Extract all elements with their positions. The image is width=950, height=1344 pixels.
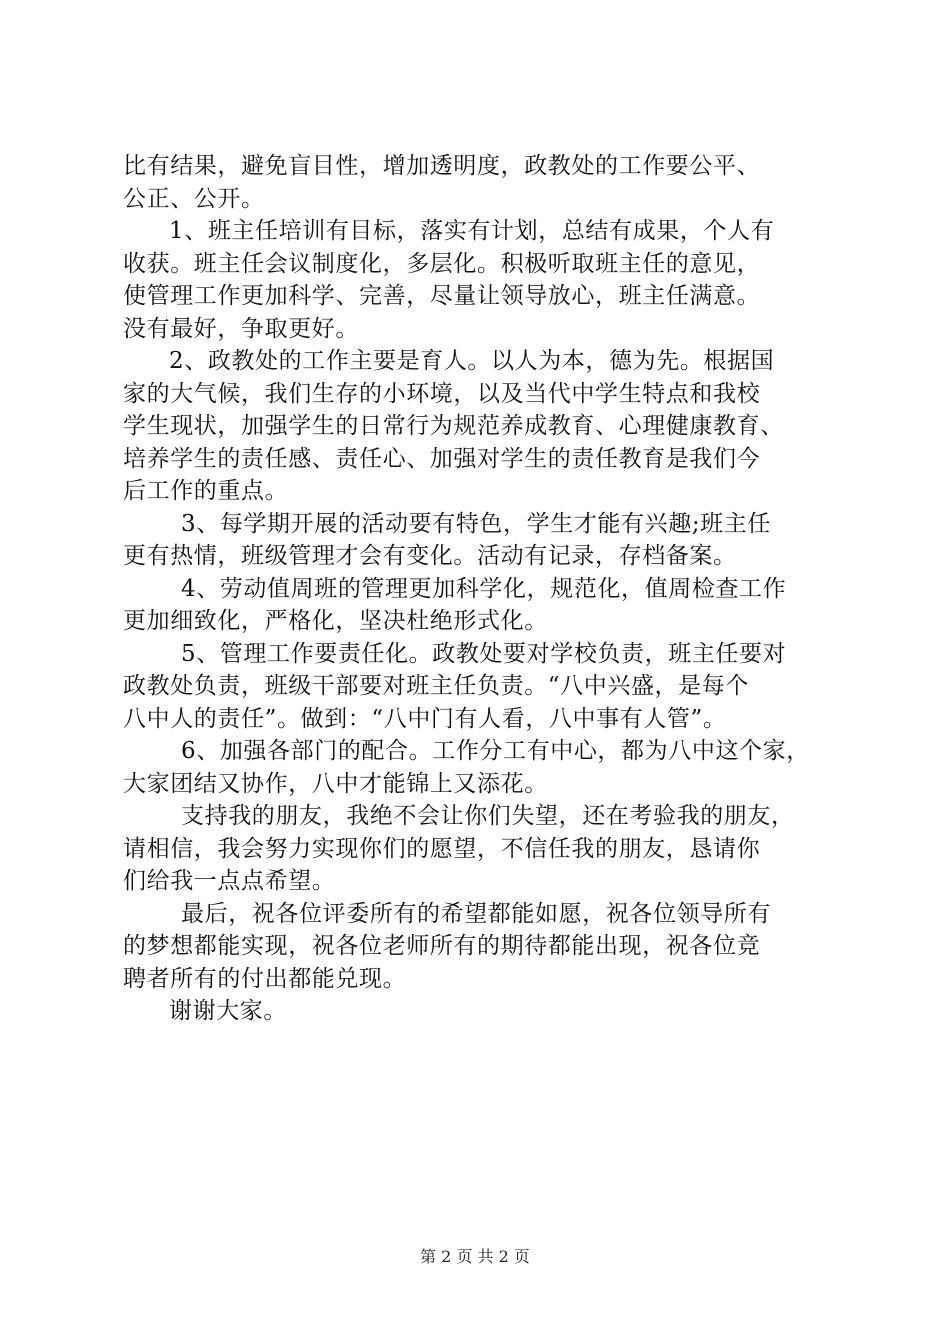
text-line: 的梦想都能实现，祝各位老师所有的期待都能出现，祝各位竞 bbox=[123, 933, 761, 959]
page-number-footer: 第 2 页 共 2 页 bbox=[420, 1247, 530, 1266]
text-line: 4、劳动值周班的管理更加科学化，规范化，值周检查工作 bbox=[181, 575, 787, 602]
text-line: 支持我的朋友，我绝不会让你们失望，还在考验我的朋友， bbox=[181, 803, 795, 829]
text-line: 聘者所有的付出都能兑现。 bbox=[123, 965, 407, 992]
text-line: 八中人的责任”。做到：“八中门有人看，八中事有人管”。 bbox=[123, 705, 727, 732]
text-line: 2、政教处的工作主要是育人。以人为本，德为先。根据国 bbox=[169, 348, 775, 374]
text-line: 更加细致化，严格化，坚决杜绝形式化。 bbox=[123, 608, 548, 634]
text-line: 政教处负责，班级干部要对班主任负责。“八中兴盛，是每个 bbox=[123, 673, 749, 699]
text-line: 学生现状，加强学生的日常行为规范养成教育、心理健康教育、 bbox=[123, 413, 784, 439]
text-line: 公正、公开。 bbox=[123, 185, 265, 212]
text-line: 5、管理工作要责任化。政教处要对学校负责，班主任要对 bbox=[181, 640, 787, 667]
text-line: 们给我一点点希望。 bbox=[123, 868, 336, 894]
text-line: 收获。班主任会议制度化，多层化。积极听取班主任的意见， bbox=[123, 250, 761, 277]
text-line: 使管理工作更加科学、完善，尽量让领导放心，班主任满意。 bbox=[123, 283, 761, 309]
text-line: 1、班主任培训有目标，落实有计划，总结有成果，个人有 bbox=[169, 218, 775, 244]
text-line: 后工作的重点。 bbox=[123, 478, 289, 504]
document-body bbox=[123, 150, 833, 1028]
text-line: 请相信，我会努力实现你们的愿望，不信任我的朋友，恳请你 bbox=[123, 835, 761, 862]
text-line: 谢谢大家。 bbox=[169, 998, 287, 1024]
text-line: 最后，祝各位评委所有的希望都能如愿，祝各位领导所有 bbox=[181, 900, 771, 927]
text-line: 比有结果，避免盲目性，增加透明度，政教处的工作要公平、 bbox=[123, 153, 761, 179]
text-line: 6、加强各部门的配合。工作分工有中心，都为八中这个家， bbox=[181, 738, 810, 764]
text-line: 更有热情，班级管理才会有变化。活动有记录，存档备案。 bbox=[123, 543, 737, 569]
text-line: 3、每学期开展的活动要有特色，学生才能有兴趣;班主任 bbox=[181, 510, 771, 537]
text-line: 家的大气候，我们生存的小环境，以及当代中学生特点和我校 bbox=[123, 380, 761, 407]
text-line: 培养学生的责任感、责任心、加强对学生的责任教育是我们今 bbox=[123, 445, 761, 472]
text-line: 没有最好，争取更好。 bbox=[123, 315, 359, 342]
text-line: 大家团结又协作，八中才能锦上又添花。 bbox=[123, 770, 548, 797]
